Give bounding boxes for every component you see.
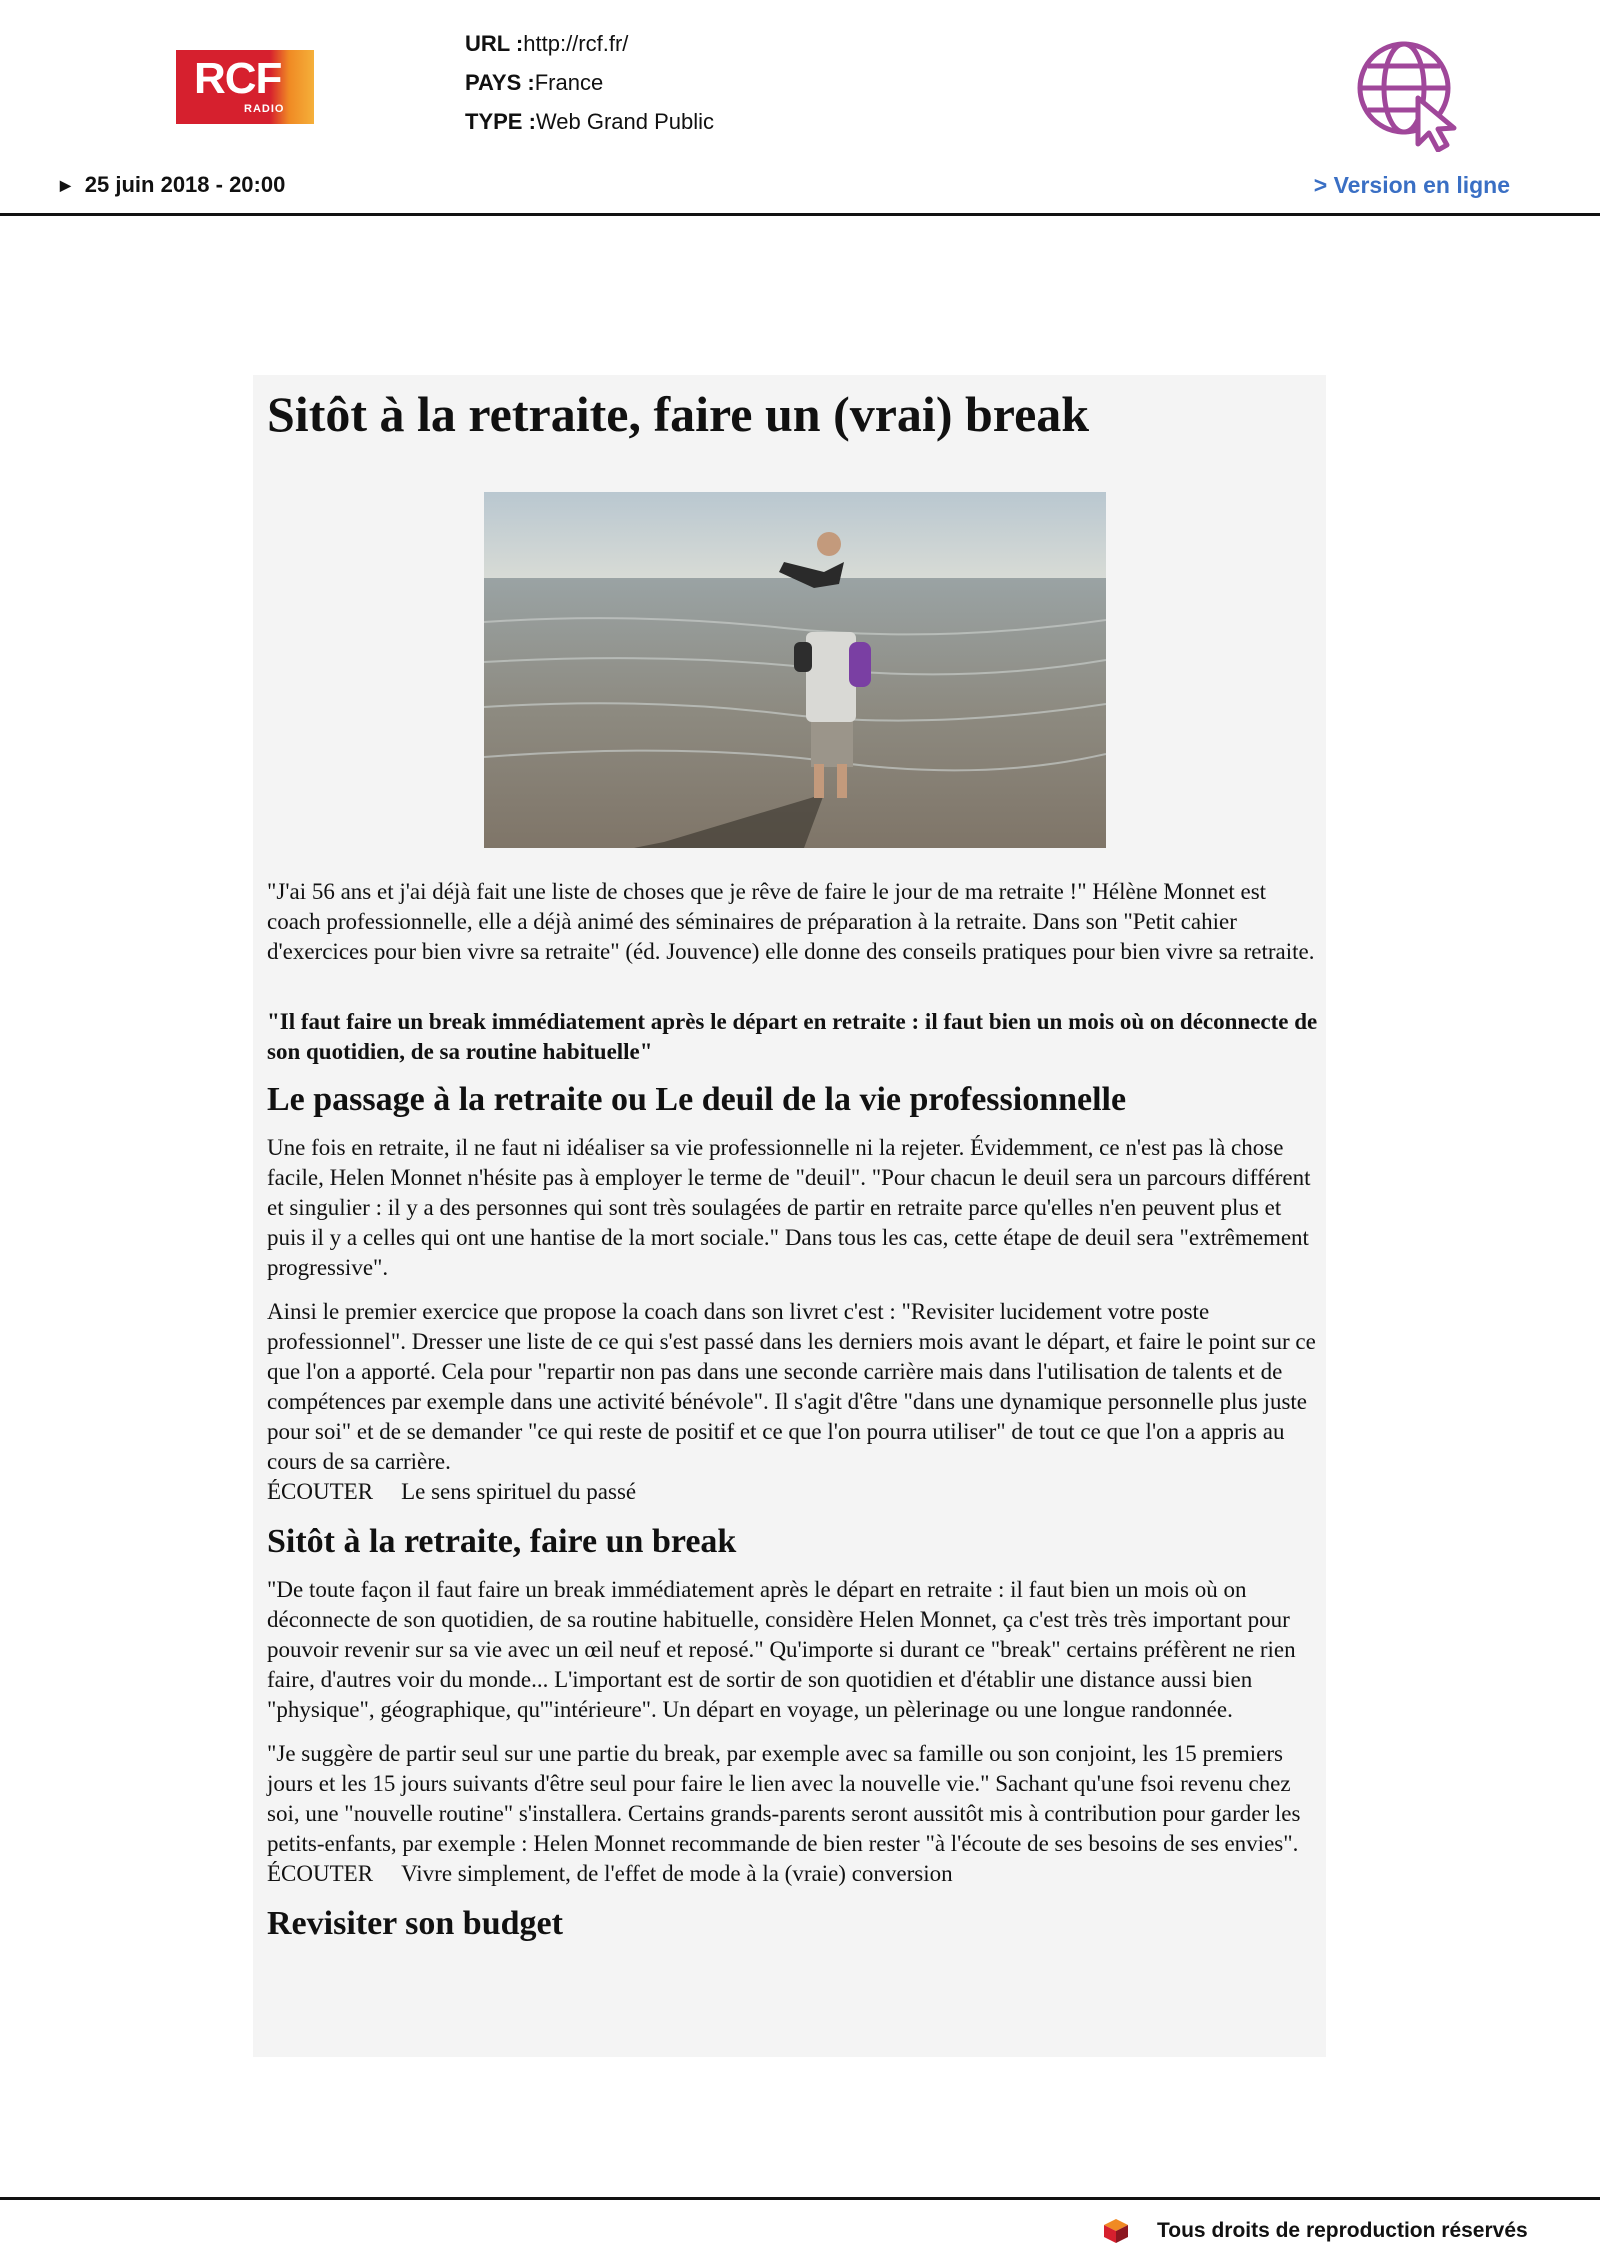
lead-paragraph: "J'ai 56 ans et j'ai déjà fait une liste de choses que je rêve de faire le jour de ma retraite !" Hélène Monnet est coach professionnelle, elle a déjà animé des séminaires de préparation à la retraite. Dans son "Petit cahier d'exercices pour bien vivre sa retraite" (éd. Jouvence) elle donne des conseils pratiques pour bien vivre sa retraite. bbox=[267, 879, 1315, 964]
globe-cursor-icon bbox=[1352, 36, 1468, 152]
section-heading-budget: Revisiter son budget bbox=[267, 1905, 563, 1942]
listen-title: Le sens spirituel du passé bbox=[401, 1479, 637, 1504]
article-body bbox=[267, 877, 1322, 1957]
article-title: Sitôt à la retraite, faire un (vrai) break bbox=[267, 386, 1090, 442]
paragraph: Une fois en retraite, il ne faut ni idéaliser sa vie professionnelle ni la rejeter. Évidemment, ce n'est pas là chose facile, Helen Monnet n'hésite pas à employer le terme de "deuil". "Pour chacun le deuil sera un parcours différent et singulier : il y a des personnes qui sont très soulagées de partir en retraite parce qu'elles n'en peuvent plus et puis il y a celles qui ont une hantise de la mort sociale." Dans tous les cas, cette étape de deuil sera "extrêmement progressive". bbox=[267, 1135, 1311, 1280]
meta-url: URL :http://rcf.fr/ bbox=[465, 31, 629, 56]
listen-link[interactable] bbox=[267, 1859, 1322, 1889]
paragraph: Ainsi le premier exercice que propose la coach dans son livret c'est : "Revisiter lucidement votre poste professionnel". Dresser une liste de ce qui s'est passé dans les derniers mois avant le départ, et faire le point sur ce que l'on a apporté. Cela pour "repartir non pas dans une seconde carrière mais dans l'utilisation de talents et de compétences par exemple dans une activité bénévole". Il s'agit d'être "dans une dynamique personnelle plus juste pour soi" et de se demander "ce qui reste de positif et ce que l'on pourra utiliser" de tout ce que l'on a appris au cours de sa carrière. bbox=[267, 1299, 1316, 1474]
header-divider bbox=[0, 213, 1600, 216]
article-photo bbox=[484, 492, 1106, 848]
date-text: 25 juin 2018 - 20:00 bbox=[84, 172, 286, 197]
logo-subtext: RADIO bbox=[244, 103, 285, 115]
logo-text: RCF bbox=[194, 54, 282, 103]
listen-label: ÉCOUTER bbox=[267, 1479, 374, 1504]
paragraph: "Je suggère de partir seul sur une partie du break, par exemple avec sa famille ou son conjoint, les 15 premiers jours et les 15 jours suivants d'être seul pour faire le lien avec la nouvelle vie." Sachant qu'une fsoi revenu chez soi, une "nouvelle routine" s'installera. Certains grands-parents seront aussitôt mis à contribution pour garder les petits-enfants, par exemple : Helen Monnet recommande de bien rester "à l'écoute de ses besoins de ses envies". bbox=[267, 1741, 1301, 1856]
online-version-link[interactable]: > Version en ligne bbox=[1313, 172, 1510, 198]
footer-divider bbox=[0, 2197, 1600, 2200]
listen-link[interactable] bbox=[267, 1477, 1322, 1507]
meta-type: TYPE :Web Grand Public bbox=[465, 109, 715, 134]
meta-country: PAYS :France bbox=[465, 70, 604, 95]
rcf-logo bbox=[176, 50, 314, 124]
listen-label: ÉCOUTER bbox=[267, 1861, 374, 1886]
footer bbox=[1103, 2218, 1528, 2244]
play-arrow-icon: ▶ bbox=[60, 176, 71, 193]
pull-quote: "Il faut faire un break immédiatement après le départ en retraite : il faut bien un mois où on déconnecte de son quotidien, de sa routine habituelle" bbox=[267, 1009, 1318, 1064]
cube-icon bbox=[1103, 2218, 1129, 2244]
section-heading-passage: Le passage à la retraite ou Le deuil de la vie professionnelle bbox=[267, 1081, 1127, 1118]
article bbox=[253, 375, 1326, 2057]
listen-title: Vivre simplement, de l'effet de mode à la (vraie) conversion bbox=[401, 1861, 953, 1886]
copyright-text: Tous droits de reproduction réservés bbox=[1157, 2219, 1528, 2242]
source-meta bbox=[465, 24, 714, 141]
section-heading-break: Sitôt à la retraite, faire un break bbox=[267, 1523, 737, 1560]
paragraph: "De toute façon il faut faire un break immédiatement après le départ en retraite : il faut bien un mois où on déconnecte de son quotidien, de sa routine habituelle, considère Helen Monnet, ça c'est très très important pour pouvoir revenir sur sa vie avec un œil neuf et reposé." Qu'importe si durant ce "break" certains préfèrent ne rien faire, d'autres voir du monde... L'important est de sortir de son quotidien et d'établir une distance aussi bien "physique", géographique, qu'"intérieure". Un départ en voyage, un pèlerinage ou une longue randonnée. bbox=[267, 1577, 1296, 1722]
publication-date bbox=[60, 172, 285, 198]
